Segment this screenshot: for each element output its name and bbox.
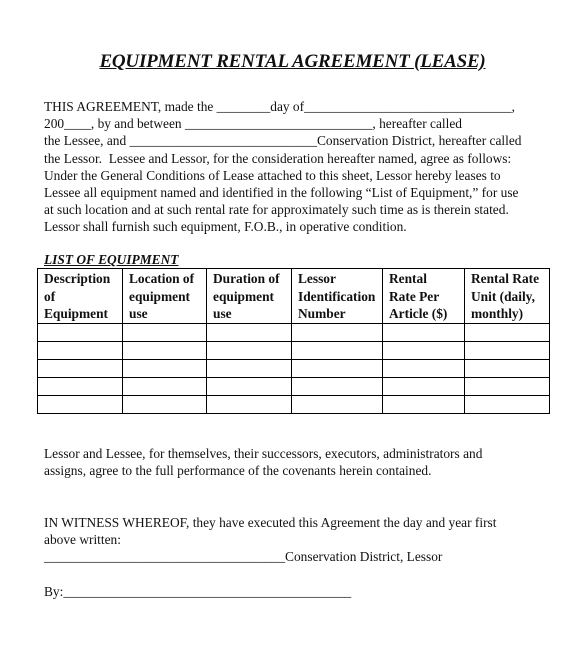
- table-cell[interactable]: [292, 324, 383, 342]
- intro-line: Lessee all equipment named and identified in the following “List of Equipment,” for use: [44, 185, 519, 201]
- intro-line: Lessor shall furnish such equipment, F.O.B., in operative condition.: [44, 219, 407, 235]
- table-cell[interactable]: [465, 360, 550, 378]
- table-row: [38, 360, 550, 378]
- table-cell[interactable]: [38, 396, 123, 414]
- column-header-rental-rate-per-article: Rental Rate Per Article ($): [383, 269, 465, 324]
- column-header-rental-rate-unit: Rental Rate Unit (daily, monthly): [465, 269, 550, 324]
- intro-line: THIS AGREEMENT, made the ________day of_______________________________,: [44, 99, 515, 114]
- column-header-duration: Duration of equipment use: [207, 269, 292, 324]
- table-row: [38, 378, 550, 396]
- table-cell[interactable]: [123, 324, 207, 342]
- intro-line: at such location and at such rental rate for approximately such time as is therein stated.: [44, 202, 509, 218]
- table-cell[interactable]: [38, 360, 123, 378]
- covenant-line: assigns, agree to the full performance of the covenants herein contained.: [44, 463, 432, 479]
- table-row: [38, 396, 550, 414]
- intro-line: the Lessor. Lessee and Lessor, for the consideration hereafter named, agree as follows:: [44, 150, 512, 166]
- document-title: EQUIPMENT RENTAL AGREEMENT (LEASE): [99, 51, 486, 72]
- table-cell[interactable]: [207, 360, 292, 378]
- table-cell[interactable]: [123, 342, 207, 360]
- table-cell[interactable]: [207, 342, 292, 360]
- lessor-signature-line: ____________________________________Conservation District, Lessor: [44, 549, 443, 564]
- covenant-paragraph: [44, 445, 549, 479]
- table-cell[interactable]: [383, 396, 465, 414]
- table-cell[interactable]: [38, 342, 123, 360]
- table-cell[interactable]: [207, 378, 292, 396]
- column-header-location: Location of equipment use: [123, 269, 207, 324]
- table-row: [38, 342, 550, 360]
- table-cell[interactable]: [292, 378, 383, 396]
- table-cell[interactable]: [383, 342, 465, 360]
- intro-line: 200____, by and between ____________________________, hereafter called: [44, 116, 462, 132]
- intro-line: the Lessee, and ____________________________Conservation District, hereafter called: [44, 133, 522, 149]
- table-cell[interactable]: [207, 324, 292, 342]
- table-cell[interactable]: [292, 396, 383, 414]
- table-cell[interactable]: [292, 360, 383, 378]
- table-row: [38, 324, 550, 342]
- table-cell[interactable]: [465, 342, 550, 360]
- witness-line: above written:: [44, 532, 121, 548]
- by-signature-line: By:___________________________________________: [44, 584, 352, 599]
- covenant-line: Lessor and Lessee, for themselves, their successors, executors, administrators and: [44, 446, 483, 461]
- table-cell[interactable]: [383, 360, 465, 378]
- table-cell[interactable]: [123, 396, 207, 414]
- table-cell[interactable]: [383, 378, 465, 396]
- list-of-equipment-heading: LIST OF EQUIPMENT: [44, 252, 179, 267]
- column-header-identification: Lessor Identification Number: [292, 269, 383, 324]
- table-cell[interactable]: [465, 396, 550, 414]
- table-cell[interactable]: [123, 378, 207, 396]
- table-cell[interactable]: [123, 360, 207, 378]
- table-body: [38, 324, 550, 414]
- column-header-description: Description of Equipment: [38, 269, 123, 324]
- table-cell[interactable]: [207, 396, 292, 414]
- intro-line: Under the General Conditions of Lease attached to this sheet, Lessor hereby leases to: [44, 167, 501, 183]
- equipment-table: [37, 268, 550, 414]
- table-cell[interactable]: [465, 378, 550, 396]
- table-header-row: [38, 269, 550, 324]
- intro-paragraph: [44, 98, 549, 236]
- table-cell[interactable]: [383, 324, 465, 342]
- table-cell[interactable]: [38, 324, 123, 342]
- witness-line: IN WITNESS WHEREOF, they have executed this Agreement the day and year first: [44, 515, 497, 530]
- witness-paragraph: [44, 514, 549, 548]
- table-cell[interactable]: [465, 324, 550, 342]
- table-cell[interactable]: [38, 378, 123, 396]
- table-cell[interactable]: [292, 342, 383, 360]
